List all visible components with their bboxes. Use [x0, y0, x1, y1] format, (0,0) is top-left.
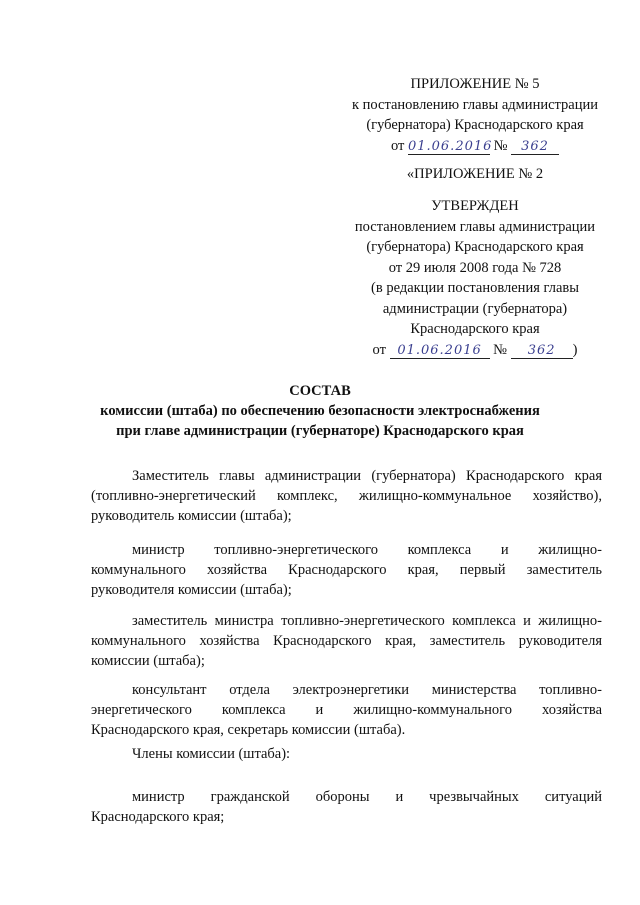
heading-line-1: комиссии (штаба) по обеспечению безопасности электроснабжения — [100, 403, 540, 419]
approval-date-line — [330, 340, 620, 361]
appendix-5-block — [330, 74, 620, 156]
members-heading — [91, 744, 602, 764]
paragraph-line: министр гражданской обороны и чрезвычайных ситуаций — [132, 789, 602, 805]
handwritten-number: 362 — [511, 343, 573, 359]
handwritten-number: 362 — [511, 139, 559, 155]
heading-title: СОСТАВ — [289, 383, 351, 399]
paragraph-line: министр топливно-энергетического комплекса и жилищно- — [132, 542, 602, 558]
appendix-5-date-line — [330, 136, 620, 157]
paragraph-first-deputy — [91, 540, 602, 600]
paragraph-deputy — [91, 611, 602, 671]
approval-line: Краснодарского края — [410, 321, 540, 337]
from-label: от — [390, 137, 405, 154]
document-heading — [100, 381, 540, 441]
approval-line: (в редакции постановления главы — [371, 280, 579, 296]
approval-line: (губернатора) Краснодарского края — [366, 239, 584, 255]
heading-line-2: при главе администрации (губернаторе) Краснодарского края — [116, 423, 524, 439]
appendix-5-title: ПРИЛОЖЕНИЕ № 5 — [410, 76, 540, 92]
handwritten-date: 01.06.2016 — [407, 138, 493, 154]
paragraph-line: руководитель комиссии (штаба); — [91, 508, 292, 524]
paragraph-line: Краснодарского края; — [91, 809, 225, 825]
paragraph-line: руководителя комиссии (штаба); — [91, 582, 292, 598]
paragraph-line: коммунального хозяйства Краснодарского края, заместитель руководителя — [91, 633, 602, 649]
approved-label: УТВЕРЖДЕН — [431, 198, 519, 214]
paragraph-line: коммунального хозяйства Краснодарского края, первый заместитель — [91, 562, 602, 578]
paragraph-line: Члены комиссии (штаба): — [132, 746, 291, 762]
closing-parenthesis: ) — [572, 341, 578, 358]
appendix-5-line-1: к постановлению главы администрации — [351, 96, 599, 113]
paragraph-secretary — [91, 680, 602, 740]
from-label: от — [372, 341, 386, 358]
approval-block — [330, 196, 620, 360]
approval-line: постановлением главы администрации — [354, 218, 596, 235]
paragraph-line: заместитель министра топливно-энергетического комплекса и жилищно- — [132, 613, 602, 629]
paragraph-member — [91, 787, 602, 827]
appendix-2-title: «ПРИЛОЖЕНИЕ № 2 — [406, 166, 544, 182]
number-label: № — [493, 341, 508, 358]
paragraph-line: комиссии (штаба); — [91, 653, 205, 669]
appendix-2-block — [330, 164, 620, 185]
paragraph-line: Заместитель главы администрации (губернатора) Краснодарского края — [132, 468, 602, 484]
paragraph-head — [91, 466, 602, 526]
appendix-5-line-2: (губернатора) Краснодарского края — [366, 117, 584, 133]
paragraph-line: консультант отдела электроэнергетики министерства топливно- — [132, 682, 602, 698]
paragraph-line: энергетического комплекса и жилищно-коммунального хозяйства — [91, 702, 602, 718]
handwritten-date: 01.06.2016 — [390, 343, 490, 359]
approval-line: администрации (губернатора) — [382, 300, 568, 317]
approval-line: от 29 июля 2008 года № 728 — [388, 259, 562, 276]
paragraph-line: (топливно-энергетический комплекс, жилищно-коммунальное хозяйство), — [91, 488, 602, 504]
paragraph-line: Краснодарского края, секретарь комиссии (штаба). — [91, 722, 406, 738]
number-label: № — [493, 137, 508, 154]
